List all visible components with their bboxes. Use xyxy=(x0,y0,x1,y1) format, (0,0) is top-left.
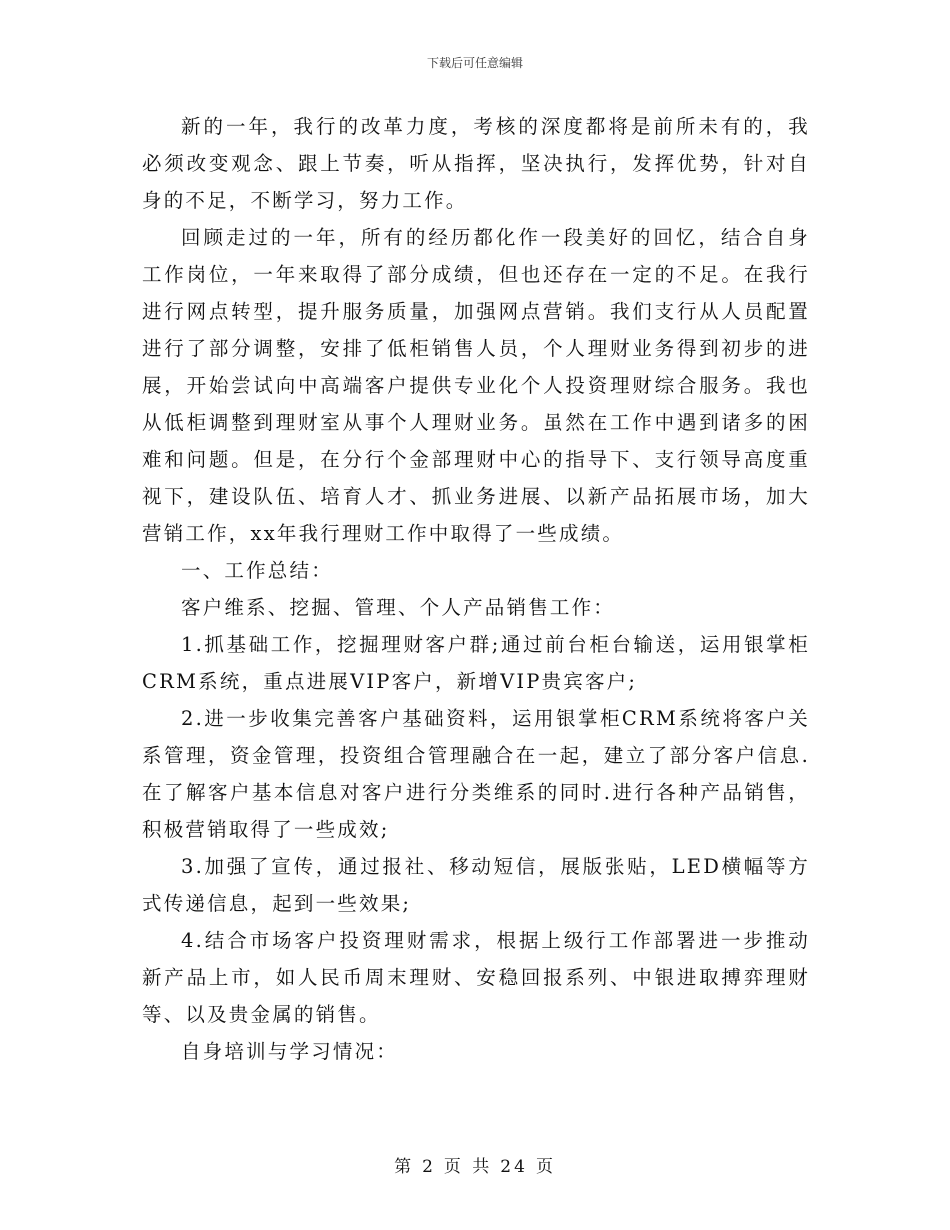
footer-current-page: 2 xyxy=(422,1157,436,1177)
list-item-4: 4.结合市场客户投资理财需求，根据上级行工作部署进一步推动新产品上市，如人民币周末理财、安稳回报系列、中银进取搏弈理财等、以及贵金属的销售。 xyxy=(142,929,810,1026)
list-item-2: 2.进一步收集完善客户基础资料，运用银掌柜CRM系统将客户关系管理，资金管理，投资组合管理融合在一起，建立了部分客户信息.在了解客户基本信息对客户进行分类维系的同时.进行各种产品销售，积极营销取得了一些成效; xyxy=(142,707,810,841)
footer-suffix: 页 xyxy=(535,1157,556,1177)
page-header-note: 下载后可任意编辑 xyxy=(426,56,523,70)
document-body xyxy=(142,108,810,1070)
footer-middle: 页 共 xyxy=(443,1157,493,1177)
subheading-self-training: 自身培训与学习情况： xyxy=(181,1040,399,1063)
paragraph-1: 新的一年，我行的改革力度，考核的深度都将是前所未有的，我必须改变观念、跟上节奏，听从指挥，坚决执行，发挥优势，针对自身的不足，不断学习，努力工作。 xyxy=(142,115,810,212)
subheading-customer-work: 客户维系、挖掘、管理、个人产品销售工作： xyxy=(181,596,616,619)
page-number-footer xyxy=(0,1152,950,1177)
footer-prefix: 第 xyxy=(394,1157,415,1177)
paragraph-2: 回顾走过的一年，所有的经历都化作一段美好的回忆，结合自身工作岗位，一年来取得了部分成绩，但也还存在一定的不足。在我行进行网点转型，提升服务质量，加强网点营销。我们支行从人员配置进行了部分调整，安排了低柜销售人员，个人理财业务得到初步的进展，开始尝试向中高端客户提供专业化个人投资理财综合服务。我也从低柜调整到理财室从事个人理财业务。虽然在工作中遇到诸多的困难和问题。但是，在分行个金部理财中心的指导下、支行领导高度重视下，建设队伍、培育人才、抓业务进展、以新产品拓展市场，加大营销工作，xx年我行理财工作中取得了一些成绩。 xyxy=(142,226,810,545)
list-item-3: 3.加强了宣传，通过报社、移动短信，展版张贴，LED横幅等方式传递信息，起到一些效果; xyxy=(142,855,810,915)
list-item-1: 1.抓基础工作，挖掘理财客户群;通过前台柜台输送，运用银掌柜CRM系统，重点进展VIP客户，新增VIP贵宾客户; xyxy=(142,633,810,693)
footer-total-pages: 24 xyxy=(500,1157,528,1177)
section-heading-work-summary: 一、工作总结： xyxy=(181,559,333,582)
